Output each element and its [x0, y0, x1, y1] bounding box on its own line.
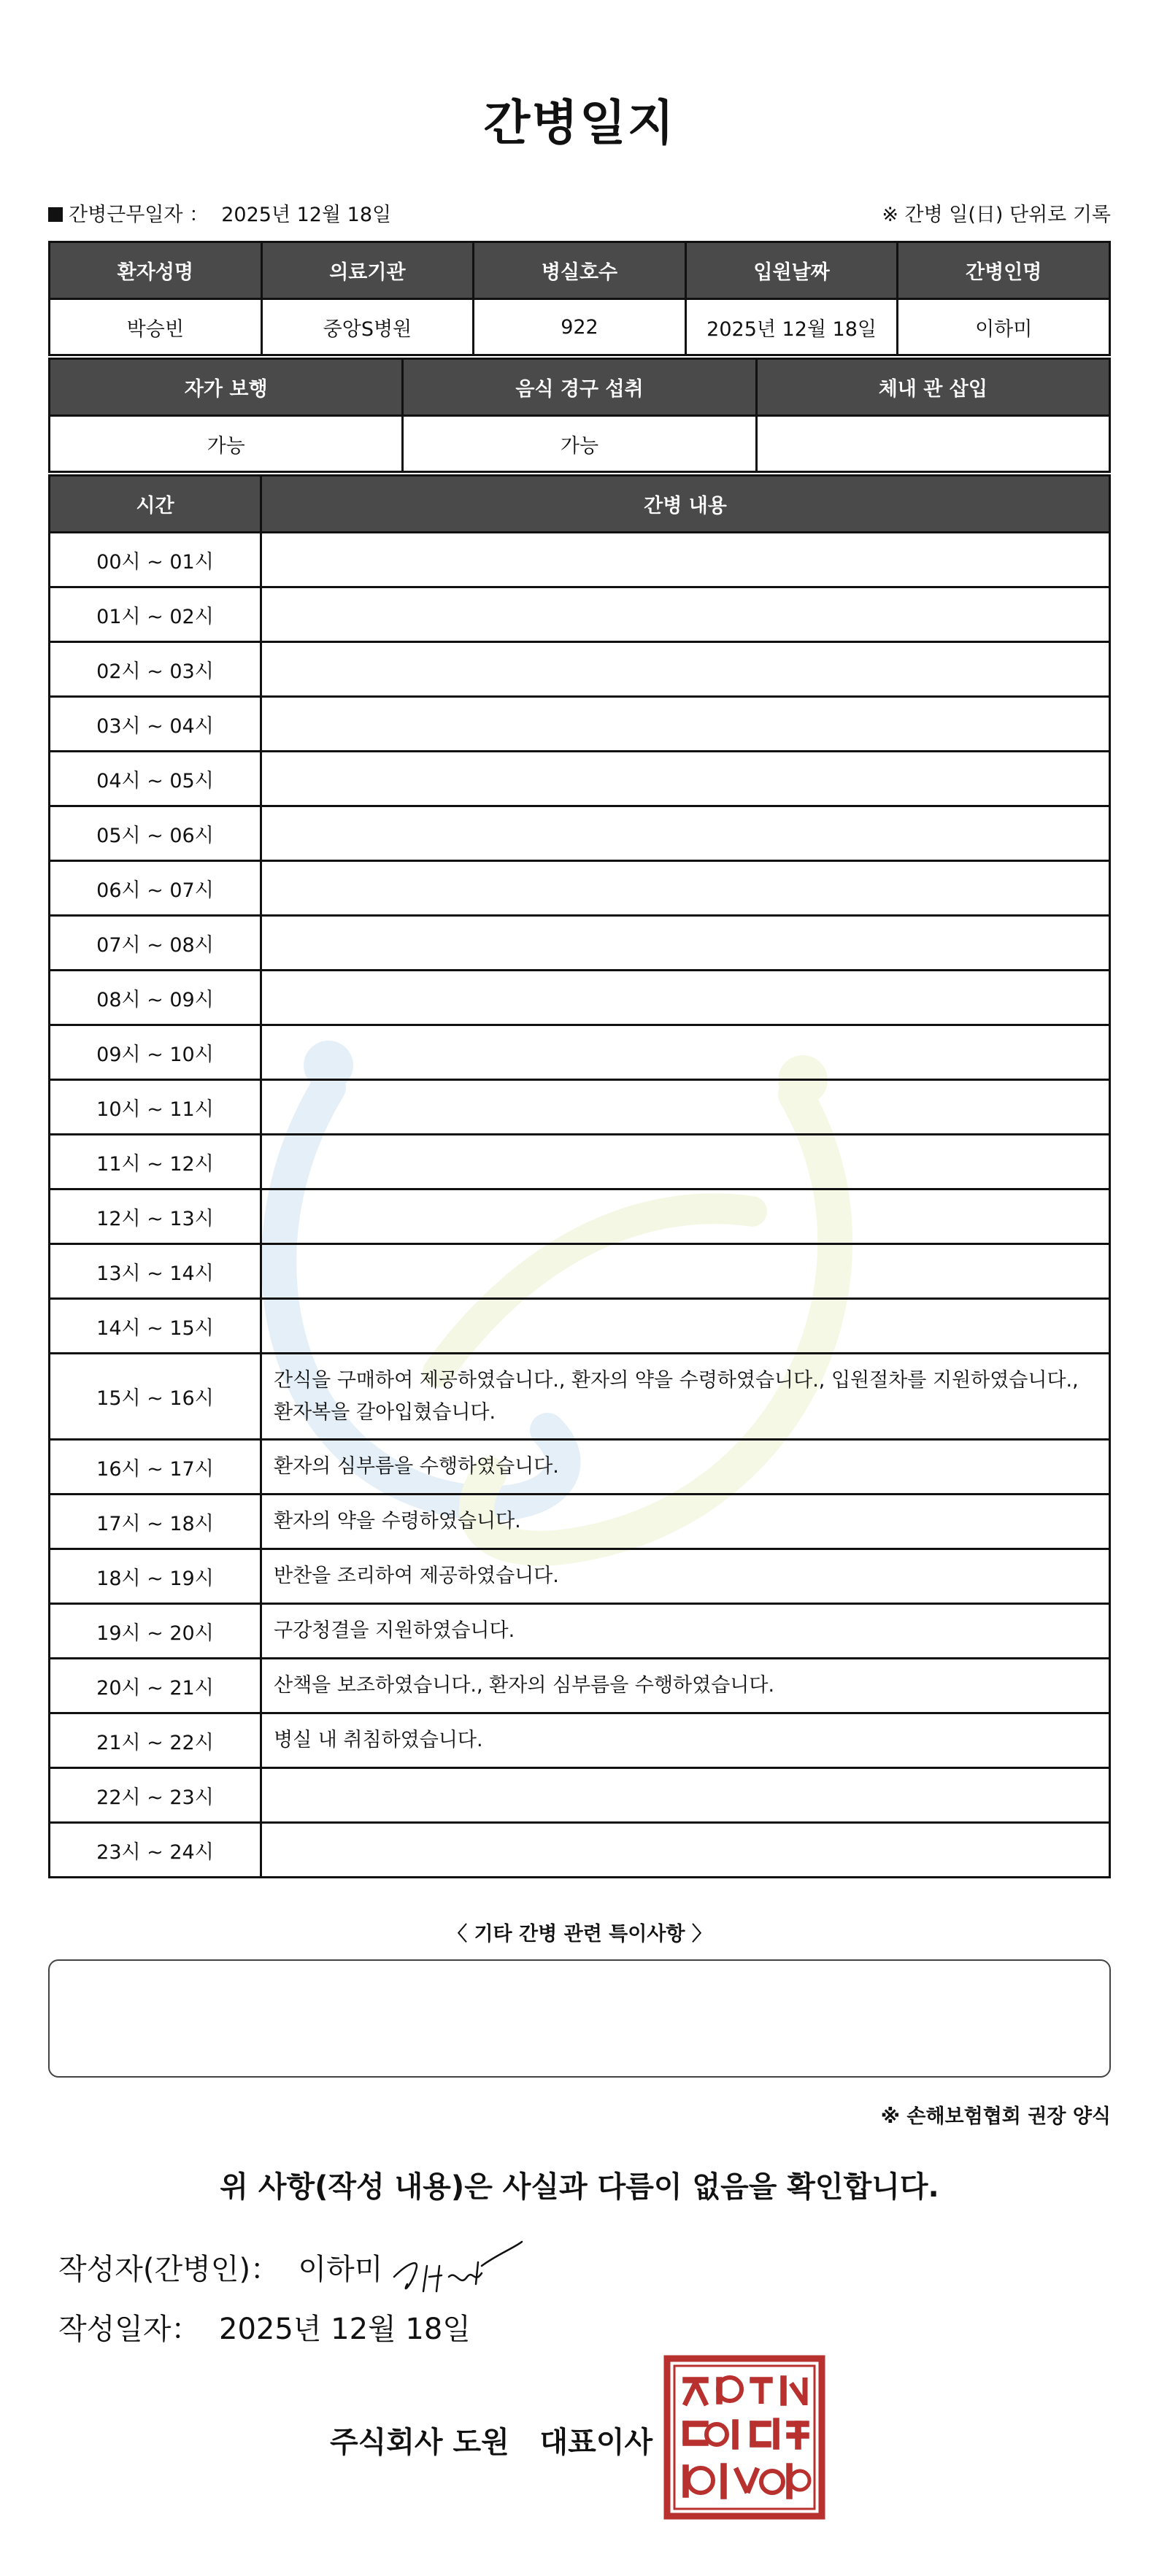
log-row	[50, 697, 1110, 752]
writer-label: 작성자(간병인)：	[58, 2253, 280, 2286]
log-row	[50, 1025, 1110, 1080]
log-time: 01시 ~ 02시	[50, 587, 261, 642]
log-body	[50, 533, 1110, 1878]
patient-header-row	[50, 242, 1110, 299]
work-date-line	[48, 198, 391, 227]
log-row	[50, 1135, 1110, 1189]
page-title: 간병일지	[483, 95, 676, 151]
log-content	[261, 1135, 1110, 1189]
log-content: 반찬을 조리하여 제공하였습니다.	[261, 1549, 1110, 1604]
care-log-table	[48, 474, 1111, 1878]
log-row	[50, 1823, 1110, 1878]
work-date: 2025년 12월 18일	[221, 204, 392, 226]
log-time: 07시 ~ 08시	[50, 916, 261, 971]
log-row	[50, 1354, 1110, 1440]
room-number: 922	[474, 299, 686, 355]
log-row	[50, 1080, 1110, 1135]
unit-note: ※ 간병 일(日) 단위로 기록	[882, 204, 1111, 226]
recommended-form-note: ※ 손해보험협회 권장 양식	[880, 2105, 1111, 2128]
log-content: 산책을 보조하였습니다., 환자의 심부름을 수행하였습니다.	[261, 1659, 1110, 1713]
log-time: 14시 ~ 15시	[50, 1299, 261, 1354]
header-caregiver: 간병인명	[898, 242, 1110, 299]
work-date-label: 간병근무일자 ：	[69, 204, 209, 226]
log-time: 02시 ~ 03시	[50, 642, 261, 697]
log-row	[50, 1549, 1110, 1604]
log-time: 08시 ~ 09시	[50, 971, 261, 1025]
company-seal-stamp	[663, 2354, 826, 2521]
log-time: 00시 ~ 01시	[50, 533, 261, 587]
admission-date: 2025년 12월 18일	[685, 299, 898, 355]
log-time: 10시 ~ 11시	[50, 1080, 261, 1135]
log-row	[50, 806, 1110, 861]
log-content	[261, 971, 1110, 1025]
log-content	[261, 861, 1110, 916]
patient-name: 박승빈	[50, 299, 262, 355]
header-room: 병실호수	[474, 242, 686, 299]
log-time: 09시 ~ 10시	[50, 1025, 261, 1080]
log-content	[261, 806, 1110, 861]
log-row	[50, 1299, 1110, 1354]
confirmation-statement: 위 사항(작성 내용)은 사실과 다름이 없음을 확인합니다.	[220, 2170, 939, 2204]
log-time: 13시 ~ 14시	[50, 1244, 261, 1299]
log-content	[261, 916, 1110, 971]
write-date: 2025년 12월 18일	[219, 2313, 471, 2346]
log-content	[261, 642, 1110, 697]
log-time: 16시 ~ 17시	[50, 1440, 261, 1495]
log-content: 병실 내 취침하였습니다.	[261, 1713, 1110, 1768]
tube-value	[756, 416, 1109, 472]
log-row	[50, 1604, 1110, 1659]
log-header-row	[50, 476, 1110, 533]
log-time: 05시 ~ 06시	[50, 806, 261, 861]
walking-value: 가능	[50, 416, 403, 472]
patient-status-table	[48, 358, 1111, 473]
log-row	[50, 861, 1110, 916]
writer-line	[58, 2246, 382, 2288]
log-time: 18시 ~ 19시	[50, 1549, 261, 1604]
log-time: 23시 ~ 24시	[50, 1823, 261, 1878]
log-row	[50, 1244, 1110, 1299]
log-row	[50, 1495, 1110, 1549]
company-signatory: 주식회사 도원 대표이사	[330, 2426, 653, 2459]
log-time: 04시 ~ 05시	[50, 752, 261, 806]
writer-name: 이하미	[298, 2253, 383, 2286]
log-content	[261, 1244, 1110, 1299]
signature-image	[387, 2233, 525, 2299]
patient-info-table	[48, 241, 1111, 356]
header-oral-intake: 음식 경구 섭취	[403, 359, 756, 416]
log-row	[50, 533, 1110, 587]
log-content	[261, 1768, 1110, 1823]
log-content	[261, 1299, 1110, 1354]
write-date-line	[58, 2306, 471, 2348]
caregiver-name: 이하미	[898, 299, 1110, 355]
header-admission-date: 입원날짜	[685, 242, 898, 299]
log-row	[50, 752, 1110, 806]
log-row	[50, 642, 1110, 697]
log-content	[261, 1189, 1110, 1244]
log-time: 19시 ~ 20시	[50, 1604, 261, 1659]
patient-value-row	[50, 299, 1110, 355]
header-line	[48, 198, 1111, 229]
log-content	[261, 587, 1110, 642]
log-content	[261, 752, 1110, 806]
log-content: 구강청결을 지원하였습니다.	[261, 1604, 1110, 1659]
log-time: 06시 ~ 07시	[50, 861, 261, 916]
log-row	[50, 1713, 1110, 1768]
log-time: 15시 ~ 16시	[50, 1354, 261, 1440]
log-row	[50, 916, 1110, 971]
header-walking: 자가 보행	[50, 359, 403, 416]
log-content	[261, 697, 1110, 752]
log-time: 21시 ~ 22시	[50, 1713, 261, 1768]
log-content: 환자의 약을 수령하였습니다.	[261, 1495, 1110, 1549]
log-time: 12시 ~ 13시	[50, 1189, 261, 1244]
log-content: 간식을 구매하여 제공하였습니다., 환자의 약을 수령하였습니다., 입원절차를 지원하였습니다., 환자복을 갈아입혔습니다.	[261, 1354, 1110, 1440]
log-time: 03시 ~ 04시	[50, 697, 261, 752]
header-care-content: 간병 내용	[261, 476, 1110, 533]
log-content	[261, 533, 1110, 587]
oral-intake-value: 가능	[403, 416, 756, 472]
log-row	[50, 1440, 1110, 1495]
log-row	[50, 1189, 1110, 1244]
log-time: 20시 ~ 21시	[50, 1659, 261, 1713]
write-date-label: 작성일자：	[58, 2313, 201, 2346]
status-value-row	[50, 416, 1110, 472]
hospital-name: 중앙S병원	[261, 299, 474, 355]
log-row	[50, 587, 1110, 642]
log-row	[50, 1768, 1110, 1823]
header-hospital: 의료기관	[261, 242, 474, 299]
log-content	[261, 1823, 1110, 1878]
header-time: 시간	[50, 476, 261, 533]
log-content: 환자의 심부름을 수행하였습니다.	[261, 1440, 1110, 1495]
log-row	[50, 1659, 1110, 1713]
log-content	[261, 1080, 1110, 1135]
notes-box	[48, 1959, 1111, 2078]
log-time: 22시 ~ 23시	[50, 1768, 261, 1823]
log-time: 17시 ~ 18시	[50, 1495, 261, 1549]
status-header-row	[50, 359, 1110, 416]
header-tube: 체내 관 삽입	[756, 359, 1109, 416]
log-row	[50, 971, 1110, 1025]
log-content	[261, 1025, 1110, 1080]
notes-title: 〈 기타 간병 관련 특이사항 〉	[447, 1923, 712, 1946]
square-bullet-icon	[48, 207, 63, 222]
header-patient-name: 환자성명	[50, 242, 262, 299]
log-time: 11시 ~ 12시	[50, 1135, 261, 1189]
